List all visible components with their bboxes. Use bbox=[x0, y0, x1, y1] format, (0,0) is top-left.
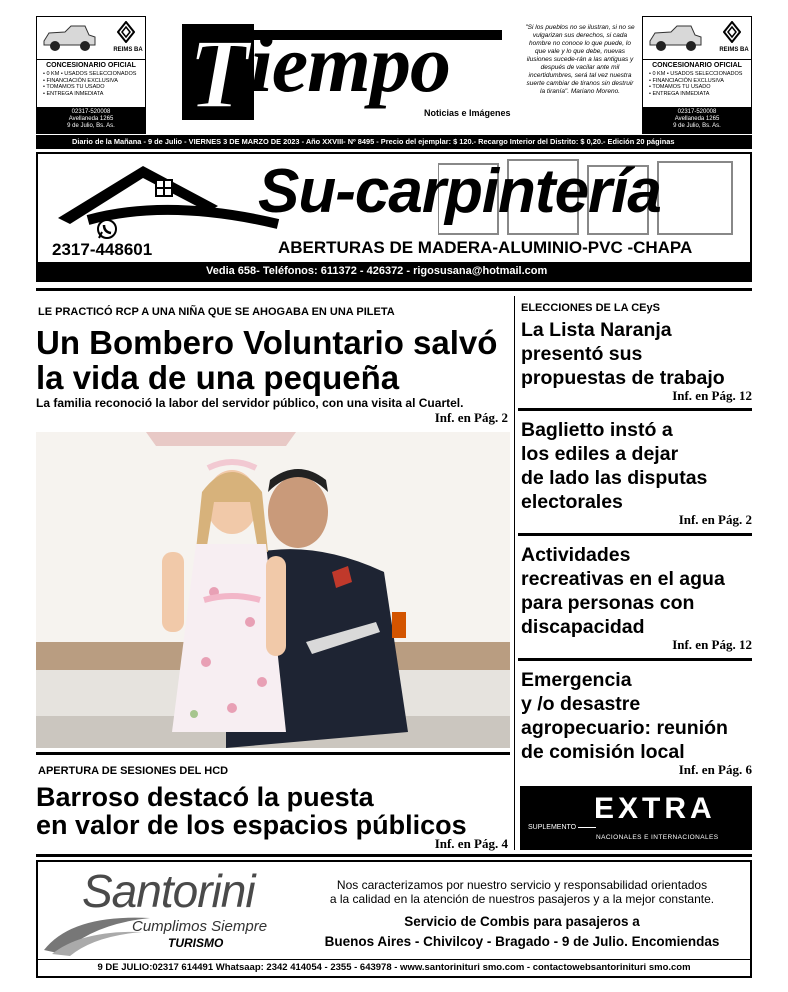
dealer-list-item: • 0 KM • USADOS SELECCIONADOS bbox=[649, 71, 743, 77]
sidebar-story4-headline bbox=[521, 668, 728, 764]
pickup-truck-icon bbox=[647, 23, 703, 53]
sidebar-story4-line: agropecuario: reunión bbox=[521, 717, 728, 739]
whatsapp-icon bbox=[96, 218, 118, 240]
main-story-summary: La familia reconoció la labor del servidor público, con una visita al Cuartel. bbox=[36, 396, 464, 410]
dealer-phone: 02317-520008 bbox=[71, 109, 111, 115]
dealer-list-item: • 0 KM • USADOS SELECCIONADOS bbox=[43, 71, 137, 77]
renault-logo-icon bbox=[117, 21, 135, 43]
sidebar-story3-ref: Inf. en Pág. 12 bbox=[672, 637, 752, 652]
sidebar-rule bbox=[518, 408, 752, 411]
dealer-footer bbox=[37, 107, 145, 133]
dealer-city: 9 de Julio, Bs. As. bbox=[67, 123, 115, 129]
masthead-subtitle: Noticias e Imágenes bbox=[424, 108, 511, 118]
second-story-ref: Inf. en Pág. 4 bbox=[434, 836, 508, 851]
column-divider bbox=[514, 296, 515, 850]
dealer-footer bbox=[643, 107, 751, 133]
main-story-headline-line2: la vida de una pequeña bbox=[36, 359, 400, 396]
section-rule bbox=[36, 854, 752, 857]
sidebar-story1-headline bbox=[521, 318, 725, 390]
carpentry-contact: Vedia 658- Teléfonos: 611372 - 426372 - rigosusana@hotmail.com bbox=[38, 262, 750, 280]
section-rule bbox=[36, 752, 510, 755]
santorini-kind: TURISMO bbox=[168, 936, 224, 950]
sidebar-story1-line: La Lista Naranja bbox=[521, 319, 672, 341]
sidebar-story3-line: para personas con bbox=[521, 592, 695, 614]
sidebar-story1-line: presentó sus bbox=[521, 343, 643, 365]
second-story-headline-line2: en valor de los espacios públicos bbox=[36, 810, 467, 840]
sidebar-story4-line: Emergencia bbox=[521, 669, 632, 691]
masthead-quote: "Si los pueblos no se ilustran, si no se vulgarizan sus derechos, si cada hombre no conoce lo que puede, lo que vale y lo que debe, nuevas ilusiones sucede-rán a las antiguas y después de vacilar ante mil incertidumbres, será tal vez nuestra suerte cambiar de tiranos sin destruir la tiranía". Mariano Moreno. bbox=[525, 24, 635, 95]
santorini-text-1: Nos caracterizamos por nuestro servicio y responsabilidad orientados bbox=[336, 878, 708, 892]
santorini-ad bbox=[36, 860, 752, 978]
santorini-service-1: Servicio de Combis para pasajeros a bbox=[404, 914, 640, 929]
dealer-label: CONCESIONARIO OFICIAL bbox=[37, 59, 145, 69]
sidebar-story3-line: Actividades bbox=[521, 544, 631, 566]
sidebar-story2-line: los ediles a dejar bbox=[521, 443, 679, 465]
sidebar-rule bbox=[518, 658, 752, 661]
carpentry-ad bbox=[36, 152, 752, 282]
dealer-list-item: • FINANCIACIÓN EXCLUSIVA bbox=[649, 77, 724, 84]
masthead-initial: T bbox=[188, 18, 250, 129]
sidebar-rule bbox=[518, 533, 752, 536]
dealer-ad-right bbox=[642, 16, 752, 134]
dealer-list-item: • TOMAMOS TU USADO bbox=[43, 84, 105, 90]
sidebar-story2-line: electorales bbox=[521, 491, 623, 513]
main-story-photo bbox=[36, 432, 510, 748]
dealer-city: 9 de Julio, Bs. As. bbox=[673, 123, 721, 129]
dealer-brand: REIMS BA bbox=[719, 47, 749, 53]
second-story-kicker: APERTURA DE SESIONES DEL HCD bbox=[38, 765, 229, 777]
extra-supplement-banner bbox=[520, 786, 752, 850]
dealer-list-item: • ENTREGA INMEDIATA bbox=[649, 90, 710, 97]
extra-connector-line bbox=[578, 827, 596, 828]
sidebar-story3-line: discapacidad bbox=[521, 616, 645, 638]
sidebar-story2-line: Baglietto instó a bbox=[521, 419, 673, 441]
sidebar-story4-line: y /o desastre bbox=[521, 693, 641, 715]
main-story-kicker: LE PRACTICÓ RCP A UNA NIÑA QUE SE AHOGABA EN UNA PILETA bbox=[38, 306, 395, 318]
main-story-headline-line1: Un Bombero Voluntario salvó bbox=[36, 324, 498, 361]
dealer-list-item: • FINANCIACIÓN EXCLUSIVA bbox=[43, 77, 118, 84]
santorini-service-2: Buenos Aires - Chivilcoy - Bragado - 9 de Julio. Encomiendas bbox=[324, 934, 720, 949]
sidebar-story4-line: de comisión local bbox=[521, 741, 685, 763]
santorini-text-2: a la calidad en la atención de nuestros pasajeros y a la mejor constante. bbox=[329, 892, 715, 906]
carpentry-tagline: ABERTURAS DE MADERA-ALUMINIO-PVC -CHAPA bbox=[278, 238, 693, 257]
dealer-address: Avellaneda 1265 bbox=[68, 116, 114, 122]
santorini-name: Santorini bbox=[82, 865, 255, 917]
dealer-list-item: • TOMAMOS TU USADO bbox=[649, 84, 711, 90]
masthead-title: iempo bbox=[250, 18, 450, 109]
extra-supplement-scope: NACIONALES E INTERNACIONALES bbox=[596, 834, 719, 841]
dealer-list-item: • ENTREGA INMEDIATA bbox=[43, 90, 104, 97]
dealer-address: Avellaneda 1265 bbox=[674, 116, 720, 122]
second-story-headline-line1: Barroso destacó la puesta bbox=[36, 782, 374, 812]
sidebar-story2-line: de lado las disputas bbox=[521, 467, 708, 489]
carpentry-phone: 2317-448601 bbox=[52, 240, 153, 259]
dealer-label: CONCESIONARIO OFICIAL bbox=[643, 59, 751, 69]
section-rule bbox=[36, 288, 752, 291]
house-roof-icon bbox=[48, 158, 288, 238]
dealer-ad-left bbox=[36, 16, 146, 134]
dealer-list bbox=[43, 71, 136, 97]
renault-logo-icon bbox=[723, 21, 741, 43]
santorini-slogan: Cumplimos Siempre bbox=[132, 918, 268, 935]
extra-title: EXTRA bbox=[594, 792, 716, 825]
sidebar-story3-headline bbox=[521, 543, 725, 639]
sidebar-story1-kicker: ELECCIONES DE LA CEyS bbox=[521, 302, 660, 314]
carpentry-name: Su-carpintería bbox=[258, 157, 661, 226]
masthead-initial-box bbox=[182, 18, 254, 129]
edition-info-line: Diario de la Mañana - 9 de Julio - VIERNES 3 DE MARZO DE 2023 - Año XXVIII- Nº 8495 - Precio del ejemplar: $ 120.- Recargo Interior del Distrito: $ 0,20.- Edición 20 páginas bbox=[36, 135, 752, 149]
sidebar-story1-line: propuestas de trabajo bbox=[521, 367, 725, 389]
pickup-truck-icon bbox=[41, 23, 97, 53]
sidebar-story4-ref: Inf. en Pág. 6 bbox=[678, 762, 752, 777]
sidebar-story1-ref: Inf. en Pág. 12 bbox=[672, 388, 752, 403]
dealer-brand: REIMS BA bbox=[113, 47, 143, 53]
dealer-list bbox=[649, 71, 742, 97]
sidebar-story2-ref: Inf. en Pág. 2 bbox=[678, 512, 752, 527]
sidebar-story3-line: recreativas en el agua bbox=[521, 568, 725, 590]
main-story-ref: Inf. en Pág. 2 bbox=[434, 410, 508, 425]
sidebar-story2-headline bbox=[521, 418, 707, 514]
santorini-contact: 9 DE JULIO:02317 614491 Whatsaap: 2342 414054 - 2355 - 643978 - www.santorinituri smo.com - contactowebsantorinituri smo.com bbox=[38, 959, 750, 976]
dealer-phone: 02317-520008 bbox=[677, 109, 717, 115]
extra-supplement-label: SUPLEMENTO bbox=[528, 824, 577, 831]
